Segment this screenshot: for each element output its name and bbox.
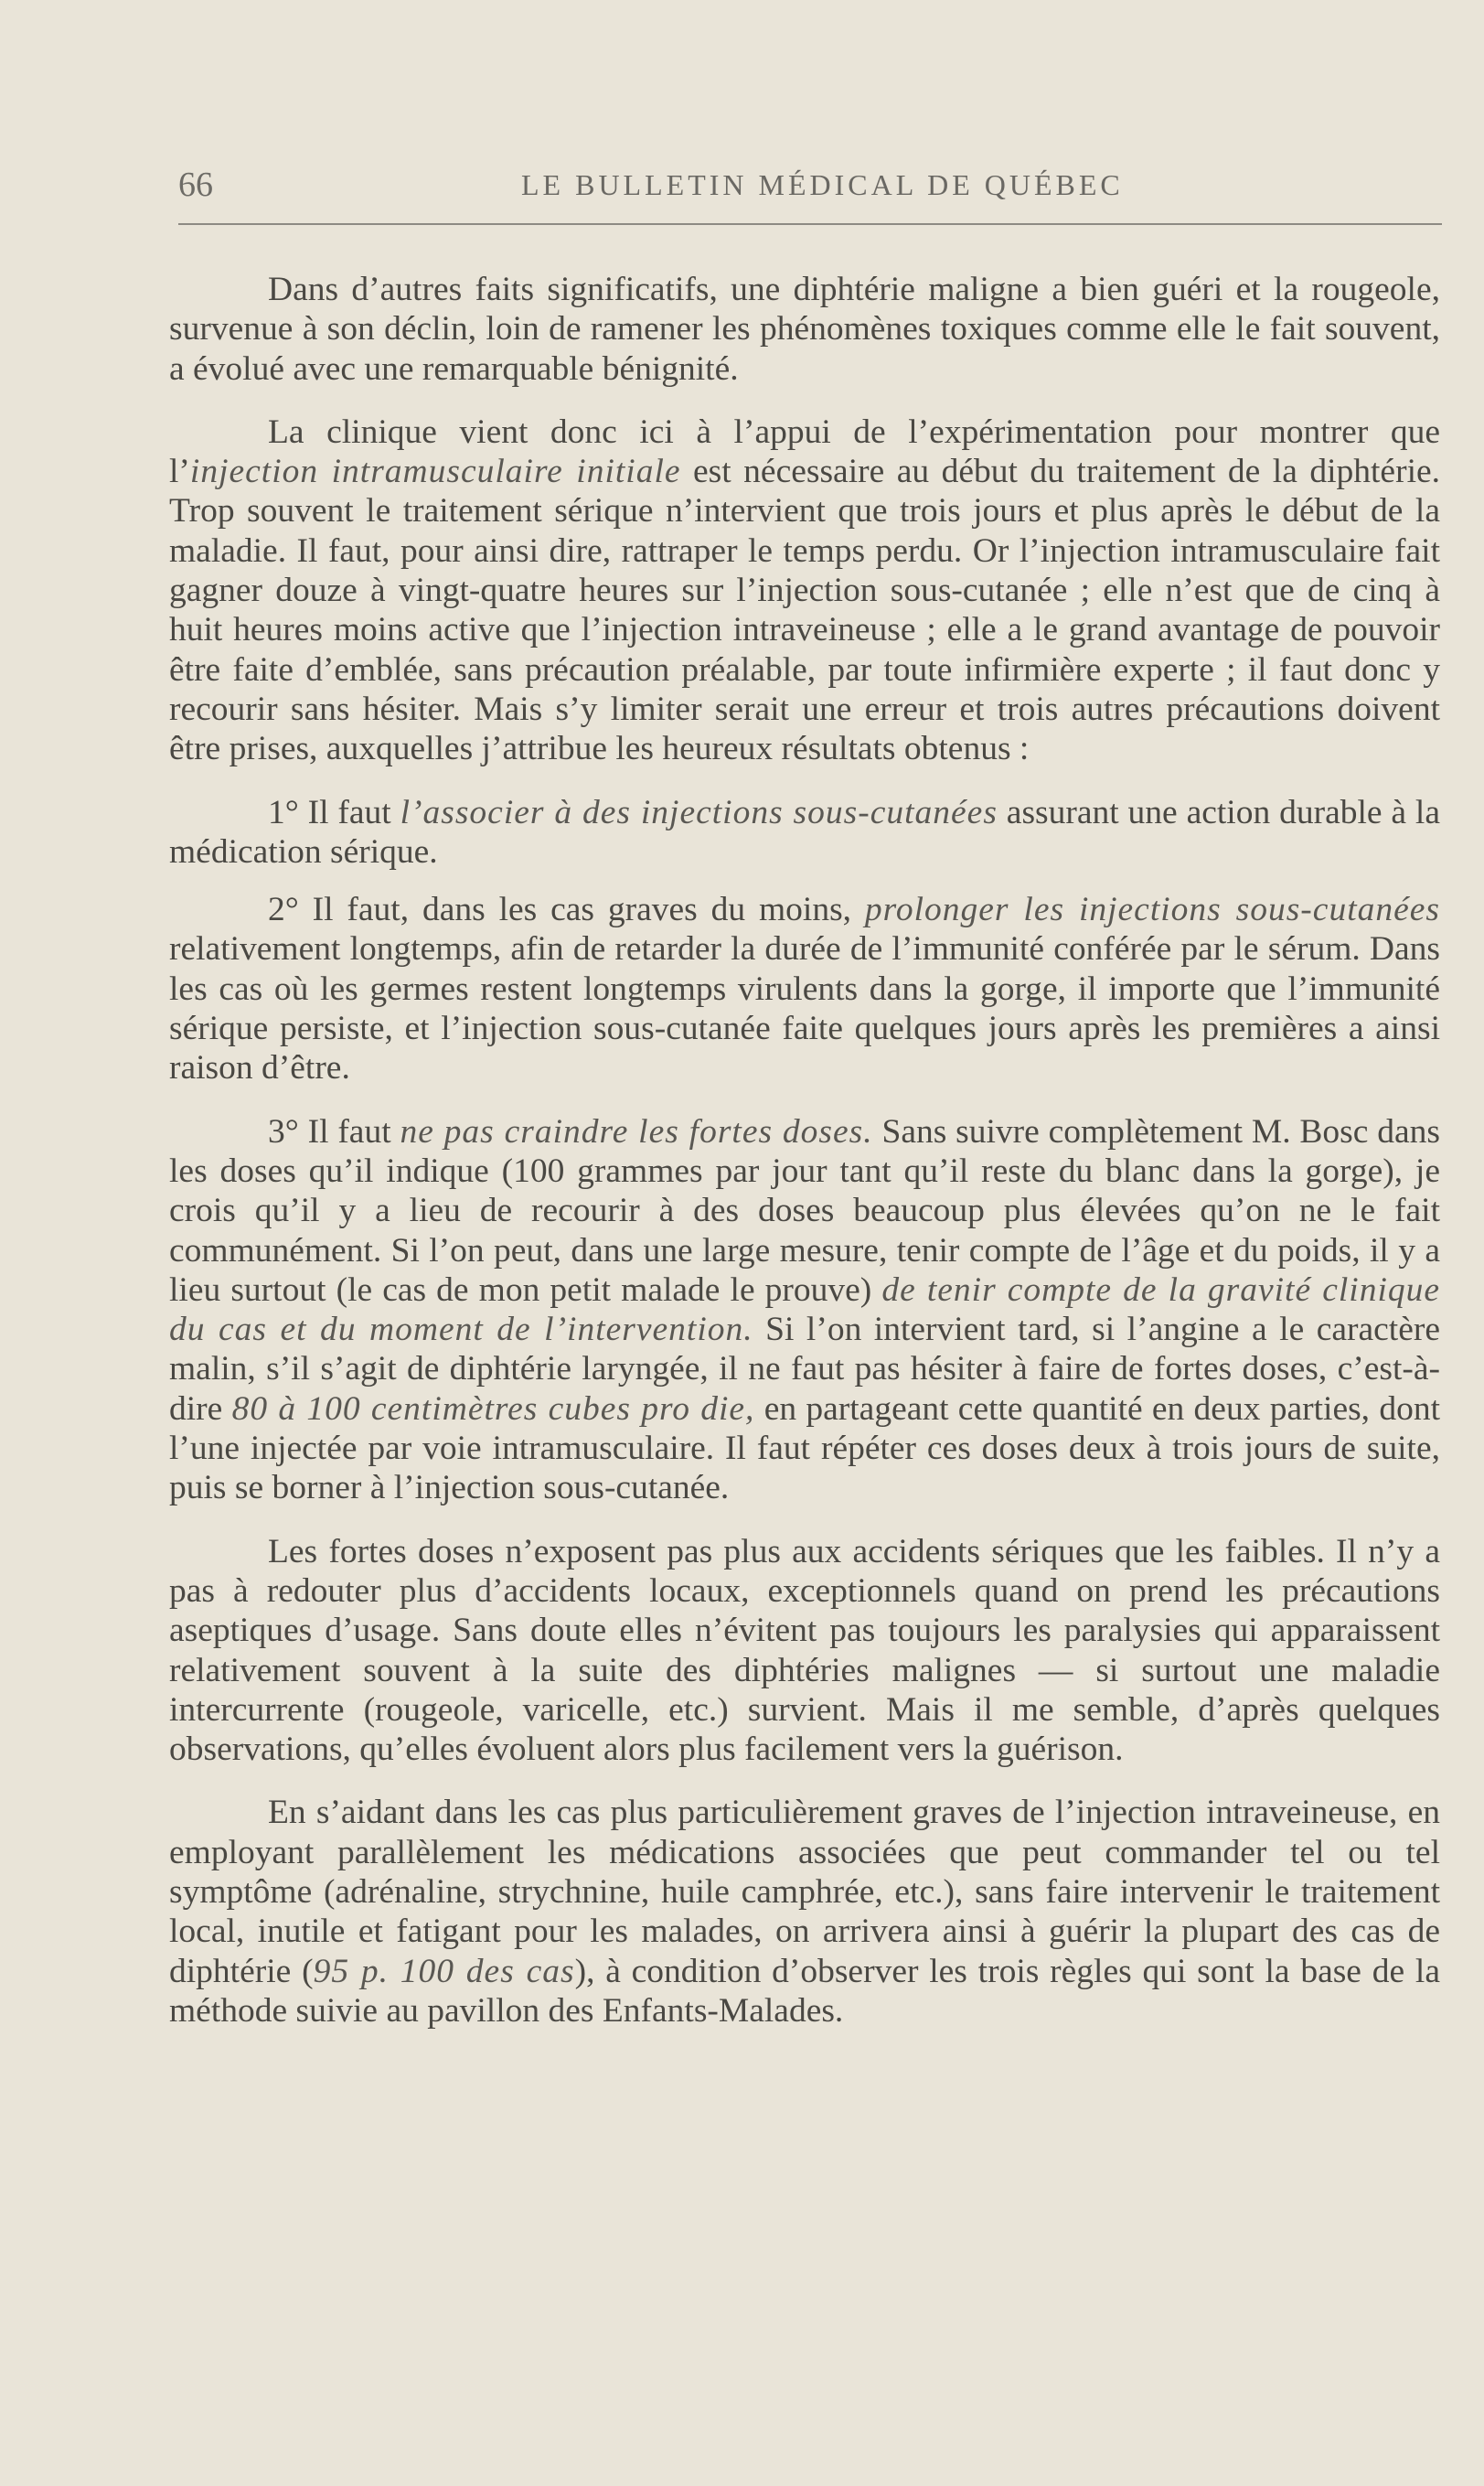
paragraph-3	[169, 793, 1440, 873]
running-title: LE BULLETIN MÉDICAL DE QUÉBEC	[521, 168, 1124, 201]
paragraph-text: Si l’on intervient tard, si l’angine a le caractère malin, s’il s’agit de diphtérie laryngée, il ne faut pas hésiter à faire de fortes doses, c’est-à-dire	[169, 1311, 1441, 1428]
paragraph-text: 1° Il faut	[268, 793, 400, 831]
paragraph-text: 3° Il faut	[268, 1112, 400, 1151]
paragraph-2	[169, 413, 1440, 769]
paragraph-1	[169, 270, 1440, 389]
paragraph-text: 2° Il faut, dans les cas graves du moins,	[268, 891, 865, 929]
emphasis-text: injection intramusculaire initiale	[189, 453, 681, 491]
paragraph-4	[169, 890, 1440, 1088]
emphasis-text: l’associer à des injections sous-cutanées	[400, 793, 998, 831]
paragraph-text: relativement longtemps, afin de retarder la durée de l’immunité conférée par le sérum. Dans les cas où les germes restent longtemps virulents dans la gorge, il importe que l’immunité sérique persiste, et l’injection sous-cutanée faite quelques jours après les premières a ainsi raison d’être.	[169, 930, 1440, 1088]
page-header	[178, 155, 1440, 210]
paragraph-text: Sans suivre complètement M. Bosc dans les doses qu’il indique (100 grammes par jour tant qu’il reste du blanc dans la gorge), je crois qu’il y a lieu de recourir à des doses beaucoup plus élevées qu’on ne le fait communément. Si l’on peut, dans une large mesure, tenir compte de l’âge et du poids, il y a lieu surtout (le cas de mon petit malade le prouve)	[169, 1112, 1440, 1309]
paragraph-text: En s’aidant dans les cas plus particulièrement graves de l’injection intraveineuse, en employant parallèlement les médications associées que peut commander tel ou tel symptôme (adrénaline, strychnine, huile camphrée, etc.), sans faire intervenir le traitement local, inutile et fatigant pour les malades, on arrivera ainsi à guérir la plupart des cas de diphtérie (	[169, 1794, 1440, 1990]
paragraph-text: est nécessaire au début du traitement de la diphtérie. Trop souvent le traitement sérique n’intervient que trois jours et plus après le début de la maladie. Il faut, pour ainsi dire, rattraper le temps perdu. Or l’injection intramusculaire fait gagner douze à vingt-quatre heures sur l’injection sous-cutanée ; elle n’est que de cinq à huit heures moins active que l’injection intraveineuse ; elle a le grand avantage de pouvoir être faite d’emblée, sans précaution préalable, par toute infirmière experte ; il faut donc y recourir sans hésiter. Mais s’y limiter serait une erreur et trois autres précautions doivent être prises, auxquelles j’attribue les heureux résultats obtenus :	[169, 453, 1441, 768]
article-body	[169, 270, 1440, 2031]
paragraph-5	[169, 1112, 1440, 1508]
paragraph-text: La clinique vient donc ici à l’appui de l’expérimentation pour montrer que l’	[169, 413, 1440, 491]
paragraph-text: Les fortes doses n’exposent pas plus aux accidents sériques que les faibles. Il n’y a pas à redouter plus d’accidents locaux, exceptionnels quand on prend les précautions aseptiques d’usage. Sans doute elles n’évitent pas toujours les paralysies qui apparaissent relativement souvent à la suite des diphtéries malignes — si surtout une maladie intercurrente (rougeole, varicelle, etc.) survient. Mais il me semble, d’après quelques observations, qu’elles évoluent alors plus facilement vers la guérison.	[169, 1532, 1440, 1769]
header-rule	[178, 223, 1442, 225]
paragraph-text: Dans d’autres faits significatifs, une diphtérie maligne a bien guéri et la rougeole, survenue à son déclin, loin de ramener les phénomènes toxiques comme elle le fait souvent, a évolué avec une remarquable bénignité.	[169, 271, 1440, 388]
emphasis-text: 80 à 100 centimètres cubes pro die,	[231, 1389, 755, 1428]
page-number: 66	[178, 166, 213, 204]
emphasis-text: de tenir compte de la gravité clinique du cas et du moment de l’intervention.	[169, 1270, 1441, 1349]
paragraph-6	[169, 1532, 1440, 1770]
emphasis-text: prolonger les injections sous-cutanées	[864, 891, 1440, 929]
emphasis-text: ne pas craindre les fortes doses.	[400, 1112, 873, 1151]
paragraph-text: assurant une action durable à la médication sérique.	[169, 793, 1440, 871]
paragraph-text: ), à condition d’observer les trois règles qui sont la base de la méthode suivie au pavillon des Enfants-Malades.	[169, 1952, 1440, 2030]
paragraph-7	[169, 1793, 1440, 2031]
paragraph-text: en partageant cette quantité en deux parties, dont l’une injectée par voie intramusculaire. Il faut répéter ces doses deux à trois jours de suite, puis se borner à l’injection sous-cutanée.	[169, 1389, 1440, 1507]
emphasis-text: 95 p. 100 des cas	[313, 1952, 575, 1990]
